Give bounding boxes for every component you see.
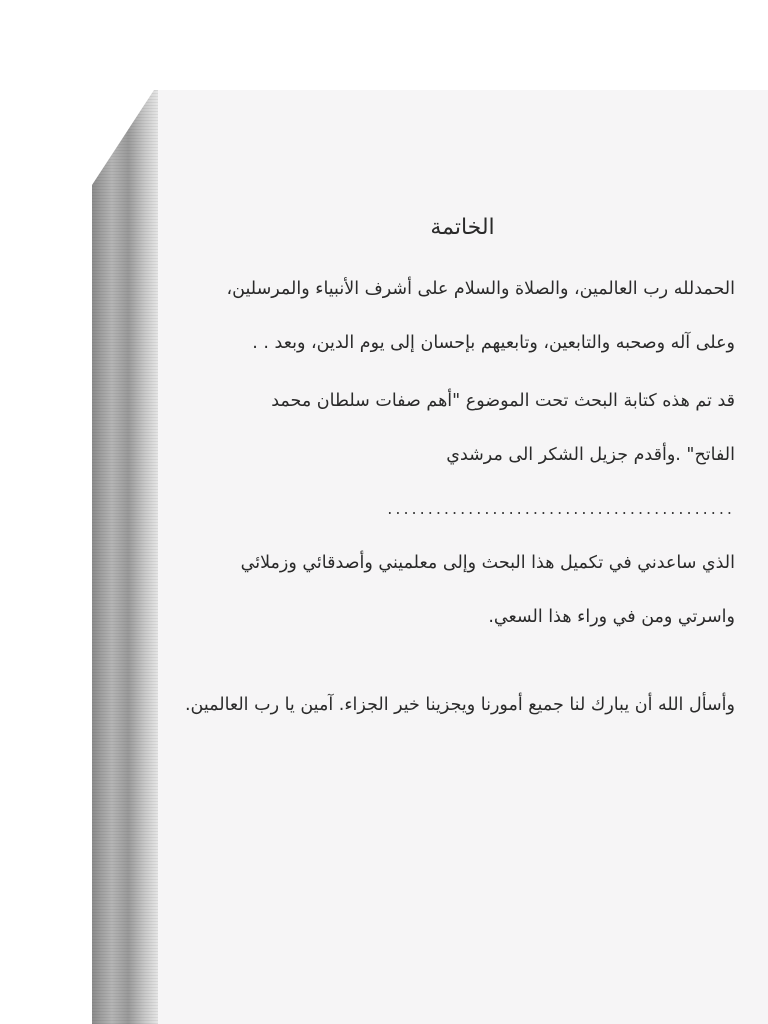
- paragraph-3-line-2: واسرتي ومن في وراء هذا السعي.: [488, 607, 735, 627]
- closing-prayer: وأسأل الله أن يبارك لنا جميع أمورنا ويجزينا خير الجزاء. آمين يا رب العالمين.: [184, 695, 735, 715]
- paragraph-1-line-2: وعلى آله وصحبه والتابعين، وتابعيهم بإحسان إلى يوم الدين، وبعد . .: [252, 333, 735, 353]
- paragraph-2-line-1: قد تم هذه كتابة البحث تحت الموضوع "أهم صفات سلطان محمد: [271, 391, 735, 411]
- paragraph-3-line-1: الذي ساعدني في تكميل هذا البحث وإلى معلميني وأصدقائي وزملائي: [240, 553, 735, 573]
- page-content: [160, 215, 735, 720]
- dotted-line: ...........................................: [387, 499, 735, 518]
- binding-shadow: [92, 90, 158, 1024]
- paragraph-2-line-2: الفاتح" .وأقدم جزيل الشكر الى مرشدي: [446, 445, 735, 465]
- page-title: الخاتمة: [430, 215, 495, 240]
- folded-corner: [92, 90, 154, 185]
- paragraph-1-line-1: الحمدلله رب العالمين، والصلاة والسلام على أشرف الأنبياء والمرسلين،: [226, 279, 735, 299]
